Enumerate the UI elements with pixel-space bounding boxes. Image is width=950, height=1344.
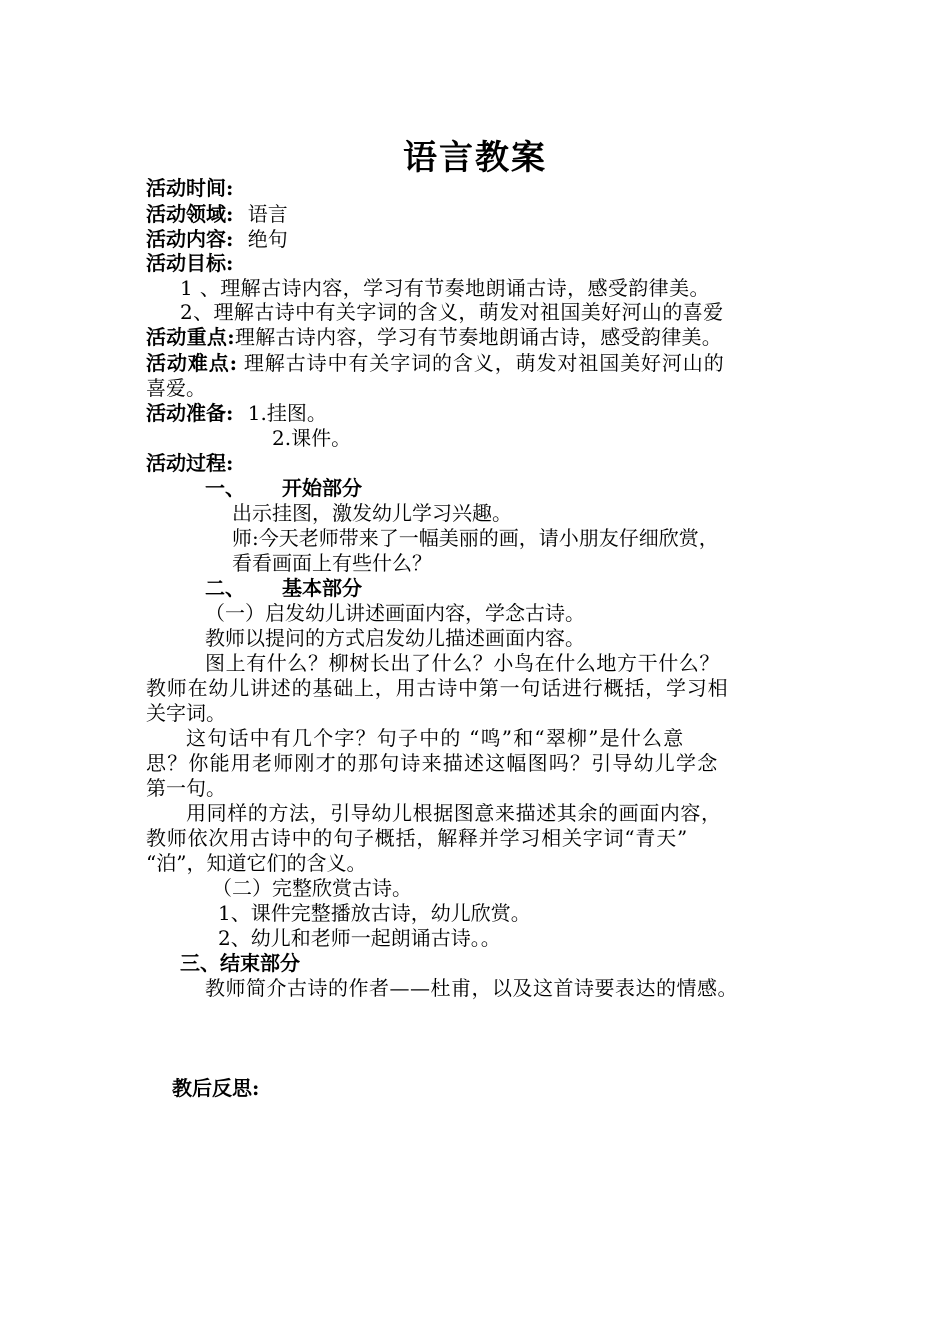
section-2-subheading-1: （一）启发幼儿讲述画面内容，学念古诗。	[205, 601, 585, 625]
reflection-label: 教后反思:	[172, 1076, 260, 1100]
section-2-subheading-2: （二）完整欣赏古诗。	[212, 876, 412, 900]
section-1-title: 开始部分	[281, 476, 362, 500]
section-2-sub2-item-2: 2、幼儿和老师一起朗诵古诗。。	[218, 926, 501, 950]
section-2-paragraph-4a: 用同样的方法，引导幼儿根据图意来描述其余的画面内容，	[186, 801, 722, 825]
section-2-title: 基本部分	[281, 576, 362, 600]
key-point-row	[146, 324, 722, 350]
section-2-paragraph-1: 教师以提问的方式启发幼儿描述画面内容。	[205, 626, 585, 650]
activity-goals-label: 活动目标:	[146, 251, 234, 275]
section-2-number: 二、	[205, 576, 245, 600]
section-3-heading: 三、结束部分	[180, 951, 300, 975]
difficulty-label: 活动难点:	[146, 351, 238, 375]
activity-field-label: 活动领域:	[146, 202, 234, 226]
section-2-paragraph-2b: 教师在幼儿讲述的基础上，用古诗中第一句话进行概括，学习相	[146, 676, 729, 700]
preparation-item-1: 1.挂图。	[247, 401, 327, 425]
key-point-value: 理解古诗内容，学习有节奏地朗诵古诗，感受韵律美。	[234, 325, 723, 349]
preparation-row	[146, 400, 327, 426]
key-point-label: 活动重点:	[146, 325, 235, 349]
activity-field-row	[146, 201, 288, 227]
activity-field-value: 语言	[247, 202, 288, 226]
section-1-heading	[205, 475, 362, 501]
activity-content-row	[146, 226, 288, 252]
section-2-paragraph-3c: 第一句。	[146, 776, 226, 800]
section-2-sub2-item-1: 1、课件完整播放古诗，幼儿欣赏。	[218, 901, 531, 925]
goal-item-1: 1 、理解古诗内容，学习有节奏地朗诵古诗，感受韵律美。	[180, 276, 710, 300]
process-label: 活动过程:	[146, 451, 234, 475]
preparation-item-2: 2.课件。	[272, 426, 352, 450]
page-title: 语言教案	[403, 138, 547, 178]
section-1-number: 一、	[205, 476, 245, 500]
activity-content-value: 绝句	[247, 227, 288, 251]
section-2-paragraph-3b: 思？你能用老师刚才的那句诗来描述这幅图吗？引导幼儿学念	[146, 751, 719, 775]
difficulty-value-continued: 喜爱。	[146, 376, 206, 400]
section-2-paragraph-3a: 这句话中有几个字？句子中的 “鸣”和“翠柳”是什么意	[186, 726, 685, 750]
difficulty-value: 理解古诗中有关字词的含义，萌发对祖国美好河山的	[243, 351, 725, 375]
section-2-paragraph-4c: “泊”，知道它们的含义。	[146, 851, 367, 875]
activity-content-label: 活动内容:	[146, 227, 234, 251]
section-1-paragraph-1: 出示挂图，激发幼儿学习兴趣。	[232, 501, 512, 525]
activity-time-label: 活动时间:	[146, 176, 234, 200]
section-1-paragraph-2b: 看看画面上有些什么？	[232, 551, 432, 575]
preparation-label: 活动准备:	[146, 401, 234, 425]
section-2-paragraph-2c: 关字词。	[146, 701, 226, 725]
section-2-paragraph-4b: 教师依次用古诗中的句子概括，解释并学习相关字词“青天”	[146, 826, 689, 850]
section-2-heading	[205, 575, 362, 601]
section-1-paragraph-2a: 师:今天老师带来了一幅美丽的画，请小朋友仔细欣赏，	[232, 526, 719, 550]
section-2-paragraph-2a: 图上有什么？柳树长出了什么？小鸟在什么地方干什么？	[205, 651, 720, 675]
section-3-paragraph-1: 教师简介古诗的作者——杜甫，以及这首诗要表达的情感。	[205, 976, 738, 1000]
difficulty-row	[146, 350, 725, 376]
goal-item-2: 2、理解古诗中有关字词的含义，萌发对祖国美好河山的喜爱	[180, 300, 724, 324]
